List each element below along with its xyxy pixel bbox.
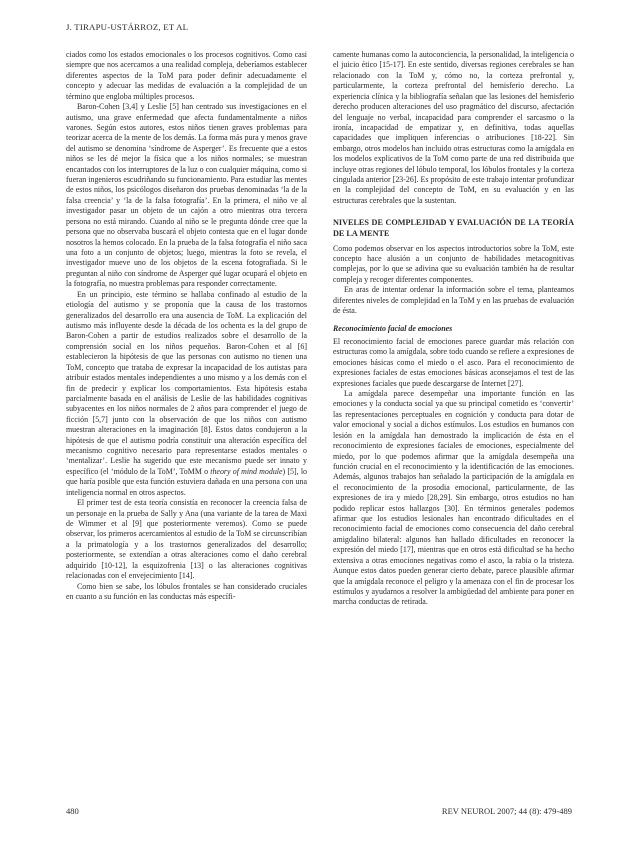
- right-column: [333, 50, 574, 608]
- section-heading: NIVELES DE COMPLEJIDAD Y EVALUACIÓN DE LA TEORÍA DE LA MENTE: [333, 218, 574, 238]
- italic-term: theory of mind module: [210, 466, 283, 476]
- paragraph: Baron-Cohen [3,4] y Leslie [5] han centrado sus investigaciones en el autismo, una grave enfermedad que afecta fundamentalmente a niños varones. Según estos autores, estos niños tienen graves problemas para teorizar acerca de la mente de los demás. La forma más pura y menos grave del autismo se denomina ‘síndrome de Asperger’. Es frecuente que a estos niños se les dé mejor la física que a los niños normales; se muestran encantados con los interruptores de la luz o con cualquier máquina, como si fueran ingenieros escudriñando su funcionamiento. Para estudiar las mentes de estos niños, los psicólogos diseñaron dos pruebas denominadas ‘la de la falsa creencia’ y ‘la de la falsa fotografía’. En la primera, el niño ve al investigador pasar un objeto de un cajón a otro mientras otra tercera persona no está mirando. Cuando al niño se le pregunta dónde cree que la persona que no observaba buscará el objeto contesta que en el lugar donde nosotros la hemos colocado. En la prueba de la falsa fotografía el niño saca una foto a un conjunto de objetos; luego, mientras la foto se revela, el investigador mueve uno de los objetos de la escena fotografiada. Si le preguntan al niño con síndrome de Asperger qué lugar ocupará el objeto en la fotografía, no muestra problemas para responder correctamente.: [66, 102, 307, 289]
- journal-citation: REV NEUROL 2007; 44 (8): 479-489: [441, 806, 572, 816]
- paragraph: El reconocimiento facial de emociones parece guardar más relación con estructuras como la amígdala, sobre todo cuando se refiere a expresiones de emociones básicas como el miedo o el asco. Para el reconocimiento de expresiones faciales de estas emociones básicas aconsejamos el test de las expresiones faciales que puede descargarse de Internet [27].: [333, 336, 574, 388]
- paragraph-text: ) [5], lo que haría posible que esta función estuviera dañada en una persona con una inteligencia normal en otros aspectos.: [66, 466, 307, 497]
- paragraph: Como podemos observar en los aspectos introductorios sobre la ToM, este concepto hace alusión a un conjunto de habilidades metacognitivas complejas, por lo que se adivina que su evaluación también ha de resultar compleja y recoger diferentes componentes.: [333, 243, 574, 284]
- paragraph: La amígdala parece desempeñar una importante función en las emociones y la conducta social ya que su principal cometido es ‘convertir’ las representaciones perceptuales en cognición y conducta para dotar de valor emocional y social a dichos estímulos. Los estudios en humanos con lesión en la amígdala han demostrado la implicación de ésta en el reconocimiento de expresiones faciales de emociones, especialmente del miedo, por lo que podemos afirmar que la amígdala desempeña una función crucial en el reconocimiento y la identificación de las emociones. Además, algunos trabajos han señalado la participación de la amígdala en el reconocimiento de la prosodia emocional, particularmente, de las expresiones de ira y miedo [28,29]. Sin embargo, otros estudios no han podido replicar estos hallazgos [30]. En términos generales podemos afirmar que los estudios lesionales han encontrado dificultades en el reconocimiento facial de emociones como consecuencia del daño cerebral amigdalino bilateral: algunos han hallado dificultades en reconocer la expresión del miedo [17], mientras que en otros está dificultad se ha hecho extensiva a otras emociones negativas como el asco, la rabia o la tristeza. Aunque estos datos pueden generar cierto debate, parece plausible afirmar que la amígdala reconoce el peligro y la amenaza con el fin de procesar los estímulos y ayudarnos a resolver la ambigüedad del ambiente para poner en marcha conductas de retirada.: [333, 389, 574, 607]
- paragraph: Como bien se sabe, los lóbulos frontales se han considerado cruciales en cuanto a su función en las conductas más específi-: [66, 581, 307, 601]
- paragraph-text: En un principio, este término se hallaba confinado al estudio de la etiología del autismo y se proponía que la causa de los trastornos generalizados del desarrollo era una ausencia de ToM. La explicación del autismo más influyente desde la década de los ochenta es la del grupo de Baron-Cohen a partir de estudios realizados sobre el desarrollo de la comprensión social en los niños pequeños. Baron-Cohen et al [6] establecieron la hipótesis de que las personas con autismo no tienen una ToM, concepto que trataba de expresar la incapacidad de los autistas para atribuir estados mentales independientes a uno mismo y a los demás con el fin de predecir y explicar los comportamientos. Esta hipótesis estaba parcialmente basada en el análisis de Leslie de las habilidades cognitivas subyacentes en los niños normales de 2 años para comprender el juego de ficción [5,7] junto con la observación de que los niños con autismo muestran alteraciones en la imaginación [8]. Estos datos condujeron a la hipótesis de que el autismo podría constituir una alteración específica del mecanismo cognitivo necesario para representarse estados mentales o ‘mentalizar’. Leslie ha sugerido que este mecanismo puede ser innato y específico (el ‘módulo de la ToM’, ToMM o: [66, 289, 307, 476]
- paragraph: En aras de intentar ordenar la información sobre el tema, planteamos diferentes niveles de complejidad en la ToM y en las pruebas de evaluación de ésta.: [333, 285, 574, 316]
- running-head: J. TIRAPU-USTÁRROZ, ET AL: [66, 22, 189, 32]
- paragraph: camente humanas como la autoconciencia, la personalidad, la inteligencia o el juicio ético [15-17]. En este sentido, diversas regiones cerebrales se han relacionado con la ToM y, cómo no, la corteza prefrontal y, particularmente, la corteza prefrontal del hemisferio derecho. La experiencia clínica y la bibliografía señalan que las lesiones del hemisferio derecho producen alteraciones del uso pragmático del discurso, afectación del lenguaje no verbal, incapacidad para comprender el sarcasmo o la ironía, incapacidad de empatizar y, en definitiva, todas aquellas capacidades que impliquen inferencias o atribuciones [18-22]. Sin embargo, otros modelos han incluido otras estructuras como la amígdala en los modelos explicativos de la ToM como parte de una red distribuida que incluye otras regiones del lóbulo temporal, los lóbulos frontales y la corteza cingulada anterior [23-26]. Es propósito de este trabajo intentar profundizar en la complejidad del concepto de ToM, en su evaluación y en las estructuras cerebrales que la sustentan.: [333, 50, 574, 205]
- paragraph: [66, 290, 307, 498]
- left-column: [66, 50, 307, 602]
- page-number: 480: [66, 806, 79, 816]
- subsection-heading: Reconocimiento facial de emociones: [333, 324, 453, 334]
- paragraph: El primer test de esta teoría consistía en reconocer la creencia falsa de un personaje en la prueba de Sally y Ana (una variante de la tarea de Maxi de Wimmer et al [9] que posteriormente veremos). Como se puede observar, los primeros acercamientos al estudio de la ToM se circunscribían a la primatología y a los trastornos generalizados del desarrollo; posteriormente, se extendían a otras alteraciones como el daño cerebral adquirido [10-12], la esquizofrenia [13] o las alteraciones cognitivas relacionadas con el envejecimiento [14].: [66, 498, 307, 581]
- paragraph: ciados como los estados emocionales o los procesos cognitivos. Como casi siempre que nos acercamos a una realidad compleja, deberíamos establecer diferentes aspectos de la ToM para poder definir adecuadamente el concepto y adecuar las medidas de evaluación a la complejidad de un término que engloba múltiples procesos.: [66, 50, 307, 101]
